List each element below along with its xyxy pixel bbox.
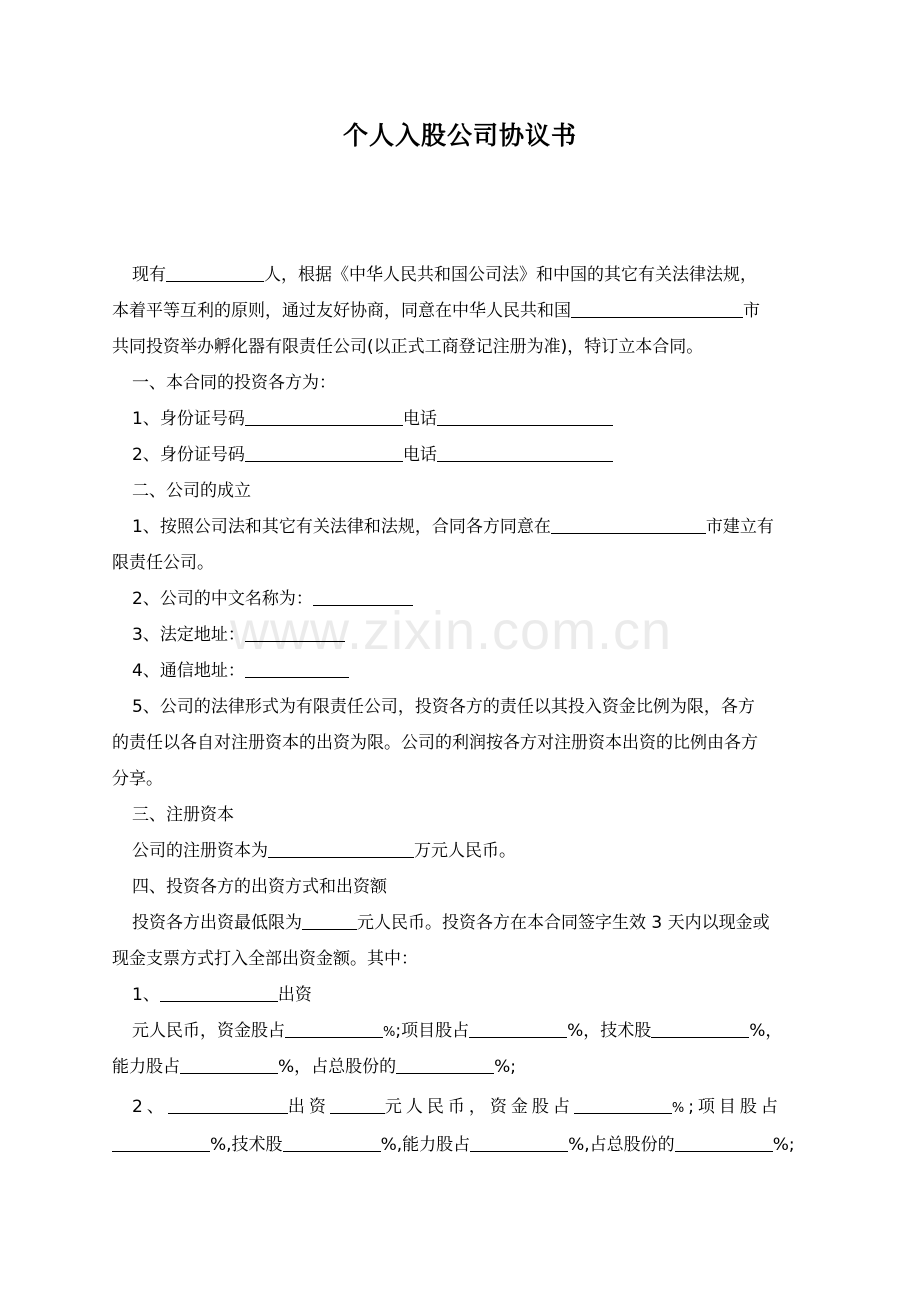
blank-field xyxy=(302,912,357,930)
text: %，技术股 xyxy=(567,1021,652,1041)
blank-field xyxy=(574,1096,672,1114)
clause-2-5-line-2: 的责任以各自对注册资本的出资为限。公司的利润按各方对注册资本出资的比例由各方 xyxy=(112,733,758,753)
clause-2-5-line-1: 5、公司的法律形式为有限责任公司，投资各方的责任以其投入资金比例为限，各方 xyxy=(132,697,755,717)
text: % xyxy=(383,1025,396,1040)
text: %; xyxy=(772,1135,795,1155)
phone-blank xyxy=(437,444,613,462)
text: %,能力股占 xyxy=(380,1135,471,1155)
intro-line-2 xyxy=(112,299,812,323)
text: %， xyxy=(749,1021,783,1041)
text: 本着平等互利的原则，通过友好协商，同意在中华人民共和国 xyxy=(112,301,571,321)
text: 万元人民币。 xyxy=(414,841,516,861)
blank-field xyxy=(160,984,278,1002)
text: 2、公司的中文名称为： xyxy=(132,589,313,609)
investor-1-line-1 xyxy=(132,983,812,1007)
blank-field xyxy=(396,1056,494,1074)
blank-field xyxy=(469,1020,567,1038)
blank-field xyxy=(571,300,743,318)
intro-line-1 xyxy=(132,263,812,287)
text: 电话 xyxy=(402,409,437,429)
blank-field xyxy=(166,264,264,282)
text: 公司的注册资本为 xyxy=(132,841,268,861)
text: %,技术股 xyxy=(210,1135,283,1155)
text: 2、身份证号码 xyxy=(132,445,245,465)
clause-2-4 xyxy=(132,659,812,683)
clause-2-3 xyxy=(132,623,812,647)
blank-field xyxy=(675,1134,773,1152)
text: 现有 xyxy=(132,265,166,285)
clause-4-line-2: 现金支票方式打入全部出资金额。其中： xyxy=(112,949,418,969)
clause-2-2 xyxy=(132,587,812,611)
investor-1-line-2 xyxy=(132,1019,812,1045)
blank-field xyxy=(651,1020,749,1038)
blank-field xyxy=(168,1096,288,1114)
investor-2-line-1 xyxy=(132,1095,812,1121)
party-1-line xyxy=(132,407,812,431)
intro-line-3: 共同投资举办孵化器有限责任公司(以正式工商登记注册为准)，特订立本合同。 xyxy=(112,337,704,357)
text: 1、按照公司法和其它有关法律和法规，合同各方同意在 xyxy=(132,517,551,537)
investor-1-line-3 xyxy=(112,1055,812,1079)
blank-field xyxy=(283,1134,381,1152)
party-2-line xyxy=(132,443,812,467)
investor-2-line-2 xyxy=(112,1133,812,1157)
id-number-blank xyxy=(245,444,403,462)
text: 1、 xyxy=(132,985,160,1005)
text: ;项目股占 xyxy=(395,1021,470,1041)
phone-blank xyxy=(437,408,613,426)
text: 2、 xyxy=(132,1097,168,1117)
text: 电话 xyxy=(402,445,437,465)
text: 出资 xyxy=(277,985,312,1005)
blank-field xyxy=(112,1134,210,1152)
blank-field xyxy=(470,1134,568,1152)
text: % xyxy=(671,1101,689,1116)
text: %，占总股份的 xyxy=(278,1057,397,1077)
text: 1、身份证号码 xyxy=(132,409,245,429)
section-heading-3: 三、注册资本 xyxy=(132,805,234,825)
section-heading-1: 一、本合同的投资各方为： xyxy=(132,373,336,393)
text: 元人民币，资金股占 xyxy=(384,1097,574,1117)
text: 能力股占 xyxy=(112,1057,180,1077)
blank-field xyxy=(268,840,414,858)
id-number-blank xyxy=(245,408,403,426)
section-heading-4: 四、投资各方的出资方式和出资额 xyxy=(132,877,387,897)
clause-2-1-line-2: 限责任公司。 xyxy=(112,553,214,573)
blank-field xyxy=(551,516,706,534)
registered-capital-line xyxy=(132,839,812,863)
blank-field xyxy=(285,1020,383,1038)
text: %,占总股份的 xyxy=(568,1135,675,1155)
text: 出资 xyxy=(287,1097,330,1117)
text: 4、通信地址： xyxy=(132,661,245,681)
text: %; xyxy=(494,1057,517,1077)
text: 投资各方出资最低限为 xyxy=(132,913,302,933)
text: 3、法定地址： xyxy=(132,625,245,645)
clause-4-line-1 xyxy=(132,911,812,935)
document-title: 个人入股公司协议书 xyxy=(342,121,577,150)
text: 元人民币。投资各方在本合同签字生效 3 天内以现金或 xyxy=(357,913,770,933)
text: 市 xyxy=(743,301,760,321)
section-heading-2: 二、公司的成立 xyxy=(132,481,251,501)
clause-2-5-line-3: 分享。 xyxy=(112,769,163,789)
blank-field xyxy=(180,1056,278,1074)
text: ;项目股占 xyxy=(688,1097,782,1117)
text: 元人民币，资金股占 xyxy=(132,1021,285,1041)
blank-field xyxy=(245,624,345,642)
text: 市建立有 xyxy=(705,517,774,537)
blank-field xyxy=(313,588,413,606)
clause-2-1-line-1 xyxy=(132,515,812,539)
blank-field xyxy=(330,1096,385,1114)
blank-field xyxy=(245,660,349,678)
text: 人，根据《中华人民共和国公司法》和中国的其它有关法律法规， xyxy=(264,265,757,285)
watermark: www.zixin.com.cn xyxy=(230,601,673,661)
